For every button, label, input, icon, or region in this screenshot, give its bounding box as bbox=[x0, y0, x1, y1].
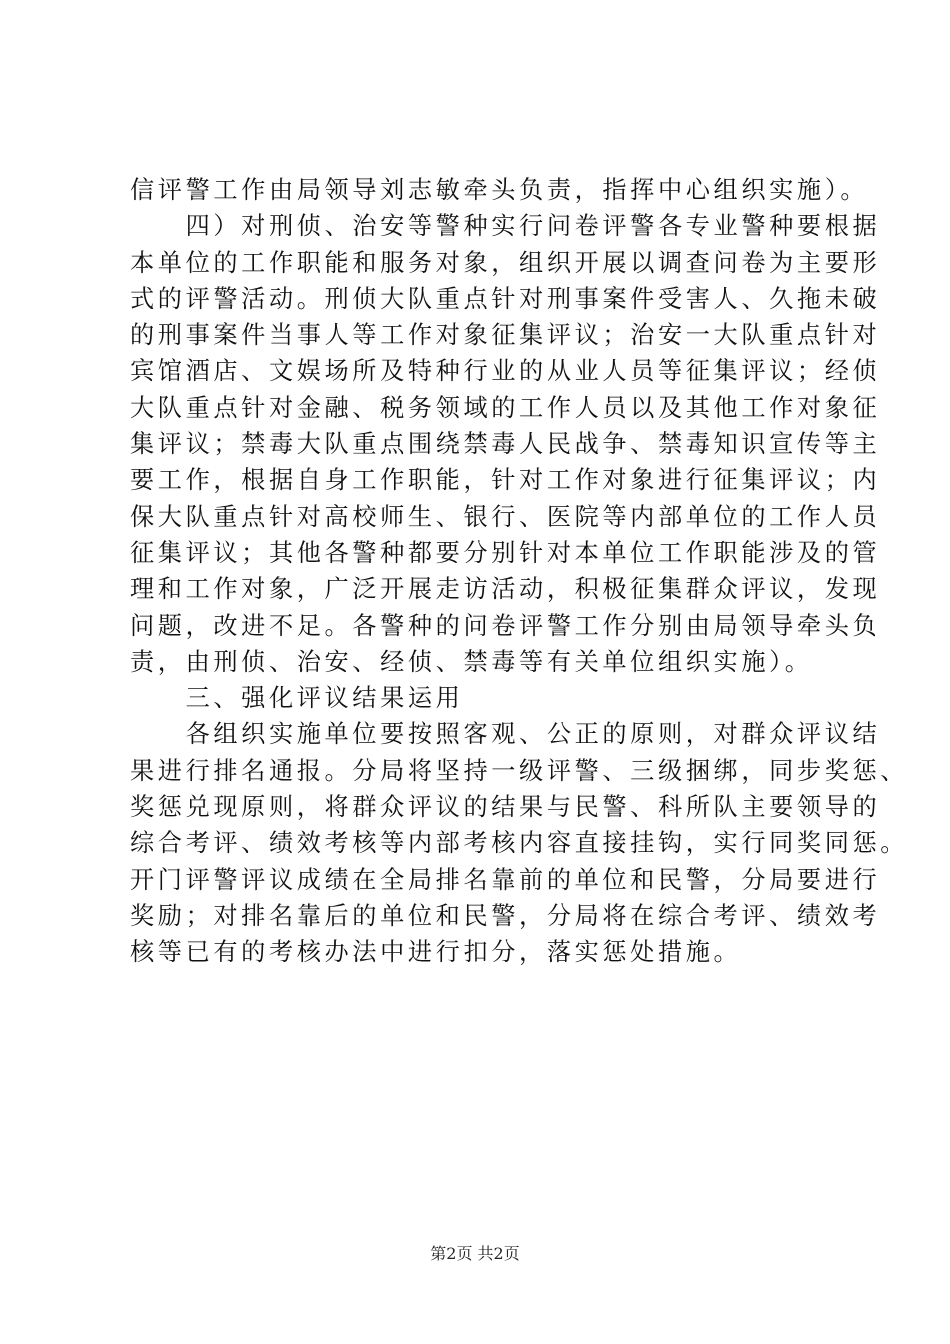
text-line: 式的评警活动。刑侦大队重点针对刑事案件受害人、久拖未破 bbox=[130, 284, 881, 313]
page-number: 第2页 共2页 bbox=[430, 1244, 520, 1263]
text-line: 信评警工作由局领导刘志敏牵头负责，指挥中心组织实施）。 bbox=[130, 176, 869, 204]
text-line: 要工作，根据自身工作职能，针对工作对象进行征集评议；内 bbox=[130, 466, 881, 495]
text-line: 果进行排名通报。分局将坚持一级评警、三级捆绑，同步奖惩、 bbox=[130, 756, 909, 785]
text-line: 四）对刑侦、治安等警种实行问卷评警各专业警种要根据 bbox=[130, 212, 881, 241]
text-line: 理和工作对象，广泛开展走访活动，积极征集群众评议，发现 bbox=[130, 575, 881, 604]
text-line: 各组织实施单位要按照客观、公正的原则，对群众评议结 bbox=[130, 720, 881, 749]
text-line: 责，由刑侦、治安、经侦、禁毒等有关单位组织实施）。 bbox=[130, 647, 813, 676]
document-body bbox=[130, 172, 909, 971]
text-line: 本单位的工作职能和服务对象，组织开展以调查问卷为主要形 bbox=[130, 248, 881, 277]
text-line: 奖惩兑现原则，将群众评议的结果与民警、科所队主要领导的 bbox=[130, 793, 881, 822]
text-line: 开门评警评议成绩在全局排名靠前的单位和民警，分局要进行 bbox=[130, 865, 881, 894]
text-line: 宾馆酒店、文娱场所及特种行业的从业人员等征集评议；经侦 bbox=[130, 357, 881, 386]
section-heading: 三、强化评议结果运用 bbox=[130, 684, 464, 713]
text-line: 的刑事案件当事人等工作对象征集评议；治安一大队重点针对 bbox=[130, 321, 881, 350]
text-line: 保大队重点针对高校师生、银行、医院等内部单位的工作人员 bbox=[130, 502, 881, 531]
text-line: 核等已有的考核办法中进行扣分，落实惩处措施。 bbox=[130, 938, 742, 967]
text-line: 集评议；禁毒大队重点围绕禁毒人民战争、禁毒知识宣传等主 bbox=[130, 430, 881, 459]
text-line: 大队重点针对金融、税务领域的工作人员以及其他工作对象征 bbox=[130, 393, 881, 422]
text-line: 综合考评、绩效考核等内部考核内容直接挂钩，实行同奖同惩。 bbox=[130, 829, 909, 858]
text-line: 问题，改进不足。各警种的问卷评警工作分别由局领导牵头负 bbox=[130, 611, 881, 640]
text-line: 奖励；对排名靠后的单位和民警，分局将在综合考评、绩效考 bbox=[130, 901, 881, 930]
text-line: 征集评议；其他各警种都要分别针对本单位工作职能涉及的管 bbox=[130, 538, 881, 567]
